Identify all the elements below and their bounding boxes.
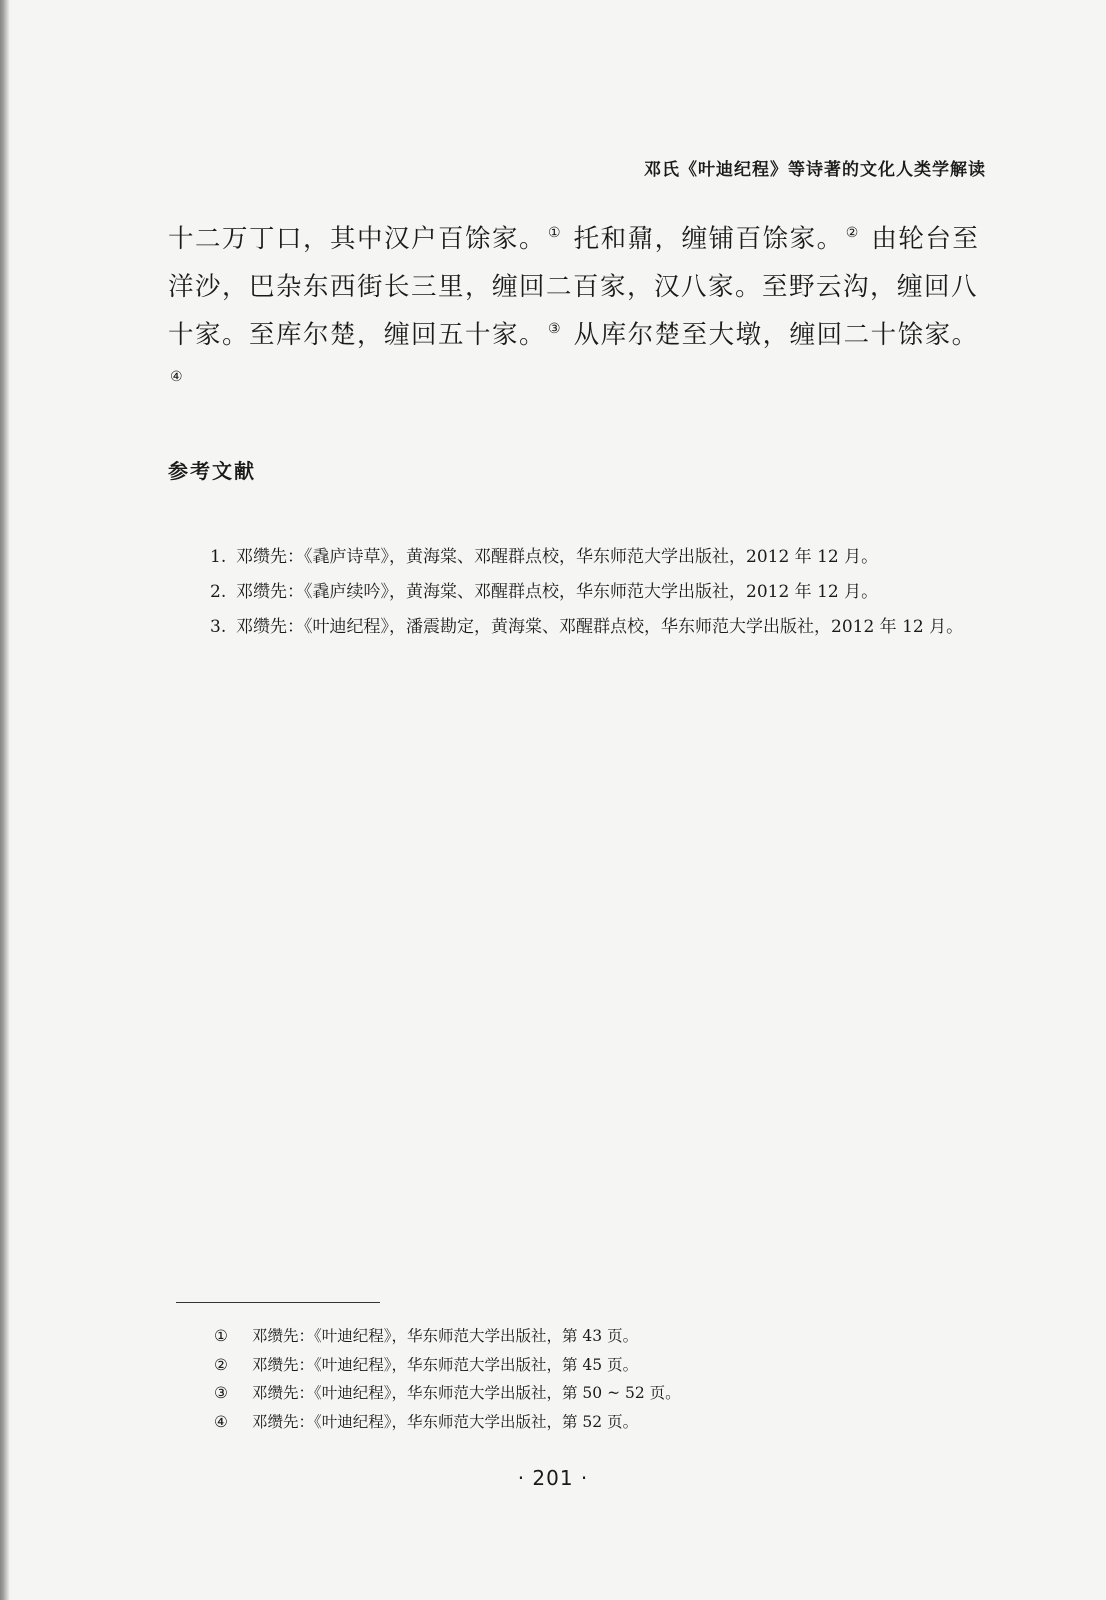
footnote-mark: ③ <box>214 1384 228 1402</box>
body-text-segment: 十二万丁口，其中汉户百馀家。 <box>168 224 547 254</box>
reference-text: 邓缵先：《毳庐诗草》，黄海棠、邓醒群点校，华东师范大学出版社，2012 年 12 月。 <box>236 547 879 567</box>
footnote-marker[interactable]: ③ <box>548 321 563 337</box>
footnote-marker[interactable]: ② <box>845 225 860 241</box>
reference-number: 2. <box>210 582 227 602</box>
footnote-text: 邓缵先：《叶迪纪程》，华东师范大学出版社，第 43 页。 <box>252 1327 639 1345</box>
footnote-marker[interactable]: ④ <box>170 369 185 385</box>
footnote-item <box>214 1351 914 1380</box>
footnotes-list <box>214 1322 914 1436</box>
footnote-text: 邓缵先：《叶迪纪程》，华东师范大学出版社，第 45 页。 <box>252 1355 639 1374</box>
running-header: 邓氏《叶迪纪程》等诗著的文化人类学解读 <box>644 160 986 180</box>
body-text-segment: 由轮台至洋沙，巴杂东西街长三里，缠回二百家，汉八家。至野云沟，缠回八十家。至库尔楚，缠回五十家。 <box>168 224 980 350</box>
scan-edge-shadow <box>0 0 10 1600</box>
references-heading: 参考文献 <box>168 459 256 483</box>
reference-item <box>210 540 990 575</box>
body-text-segment: 托和鼐，缠铺百馀家。 <box>564 224 844 254</box>
reference-number: 3. <box>210 617 227 637</box>
footnote-item <box>214 1408 914 1437</box>
footnote-marker[interactable]: ① <box>548 225 563 241</box>
body-paragraph <box>168 215 988 407</box>
references-list <box>210 540 990 645</box>
footnote-mark: ④ <box>214 1412 228 1431</box>
footnote-divider <box>176 1302 380 1303</box>
footnote-item <box>214 1322 914 1351</box>
reference-text: 邓缵先：《毳庐续吟》，黄海棠、邓醒群点校，华东师范大学出版社，2012 年 12 月。 <box>236 582 879 602</box>
reference-item <box>210 610 990 645</box>
reference-number: 1. <box>210 547 227 567</box>
body-text-segment: 从库尔楚至大墩，缠回二十馀家。 <box>564 320 979 350</box>
reference-text: 邓缵先：《叶迪纪程》，潘震勘定，黄海棠、邓醒群点校，华东师范大学出版社，2012 年 12 月。 <box>236 617 964 637</box>
footnote-mark: ② <box>214 1355 228 1374</box>
footnote-item <box>214 1379 914 1408</box>
footnote-text: 邓缵先：《叶迪纪程》，华东师范大学出版社，第 50 ~ 52 页。 <box>252 1384 681 1402</box>
footnote-text: 邓缵先：《叶迪纪程》，华东师范大学出版社，第 52 页。 <box>252 1412 639 1431</box>
reference-item <box>210 575 990 610</box>
page-number: · 201 · <box>517 1466 589 1490</box>
footnote-mark: ① <box>214 1327 228 1345</box>
